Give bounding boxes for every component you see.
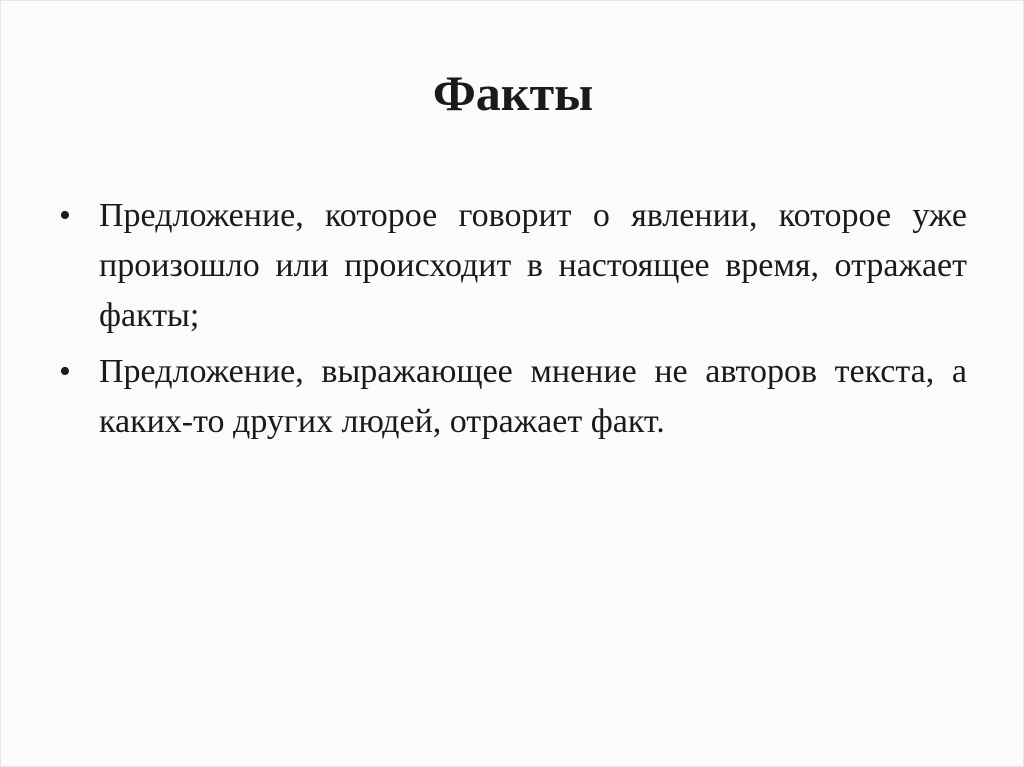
bullet-icon: • <box>59 197 71 234</box>
bullet-list <box>59 191 967 453</box>
bullet-item <box>59 191 967 341</box>
bullet-text: Предложение, которое говорит о явлении, которое уже произошло или происходит в настоящее время, отражает факты; <box>99 197 967 334</box>
bullet-text: Предложение, выражающее мнение не авторов текста, а каких-то других людей, отражает факт. <box>99 353 967 440</box>
bullet-item <box>59 347 967 447</box>
slide-title: Факты <box>432 65 594 121</box>
bullet-icon: • <box>59 353 71 390</box>
